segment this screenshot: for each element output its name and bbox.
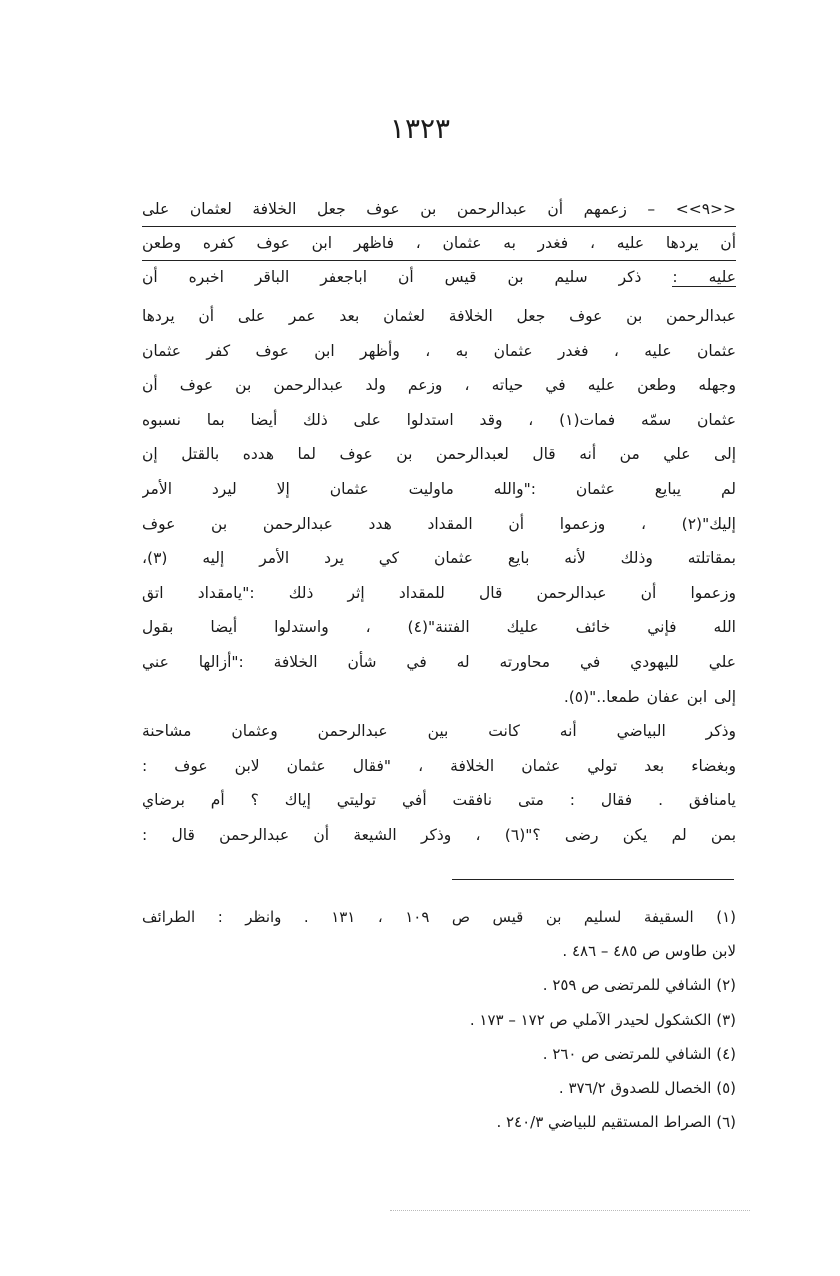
body-line: الله فإني خائف عليك الفتنة"(٤) ، واستدلوا أيضا بقول xyxy=(142,618,736,637)
body-line: وجهله وطعن عليه في حياته ، وزعم ولد عبدالرحمن بن عوف أن xyxy=(142,376,736,395)
heading-line: أن يردها عليه ، فغدر به عثمان ، فاظهر ابن عوف كفره وطعن xyxy=(142,227,736,261)
footnote-5: (٥) الخصال للصدوق ٣٧٦/٢ . xyxy=(558,1078,736,1097)
footnote-1-continued: لابن طاوس ص ٤٨٥ – ٤٨٦ . xyxy=(562,942,736,961)
heading-line: <<٩>> – زعمهم أن عبدالرحمن بن عوف جعل الخلافة لعثمان على xyxy=(142,193,736,227)
body-line: بمقاتلته وذلك لأنه بايع عثمان كي يرد الأمر إليه (٣)، xyxy=(142,549,736,568)
footnote-6: (٦) الصراط المستقيم للبياضي ٢٤٠/٣ . xyxy=(496,1113,736,1132)
heading-line-end: عليه : xyxy=(672,268,736,286)
body-line: وبغضاء بعد تولي عثمان الخلافة ، "فقال عثمان لابن عوف : xyxy=(142,756,736,775)
body-line: عبدالرحمن بن عوف جعل الخلافة لعثمان بعد عمر على أن يردها xyxy=(142,307,736,325)
page-number: ١٣٢٣ xyxy=(389,112,451,145)
heading-continuation: ذكر سليم بن قيس أن اباجعفر الباقر اخبره أن xyxy=(142,268,642,286)
body-line: إلى ابن عفان طمعا.."(٥). xyxy=(563,687,736,706)
body-line: عثمان سمّه فمات(١) ، وقد استدلوا على ذلك أيضا بما نسبوه xyxy=(142,410,736,429)
body-line: إلى علي من أنه قال لعبدالرحمن بن عوف لما هدده بالقتل إن xyxy=(142,445,736,464)
body-line: عثمان عليه ، فغدر عثمان به ، وأظهر ابن عوف كفر عثمان xyxy=(142,341,736,360)
section-heading xyxy=(142,193,736,294)
footnote-4: (٤) الشافي للمرتضى ص ٢٦٠ . xyxy=(542,1044,736,1063)
body-line: علي لليهودي في محاورته له في شأن الخلافة :"أزالها عني xyxy=(142,652,736,671)
footnote-2: (٢) الشافي للمرتضى ص ٢٥٩ . xyxy=(542,976,736,995)
footnote-1: (١) السقيفة لسليم بن قيس ص ١٠٩ ، ١٣١ . وانظر : الطرائف xyxy=(142,908,736,926)
footnotes xyxy=(142,900,736,1139)
body-line: يامنافق . فقال : متى نافقت أفي توليتي إياك ؟ أم برضاي xyxy=(142,791,736,810)
body-line: إليك"(٢) ، وزعموا أن المقداد هدد عبدالرحمن بن عوف xyxy=(142,514,736,533)
body-line: وزعموا أن عبدالرحمن قال للمقداد إثر ذلك :"يامقداد اتق xyxy=(142,583,736,602)
scan-artifact xyxy=(390,1210,750,1215)
body-line: وذكر البياضي أنه كانت بين عبدالرحمن وعثمان مشاحنة xyxy=(142,722,736,741)
body-text xyxy=(142,299,736,853)
heading-line xyxy=(142,261,736,294)
footnote-3: (٣) الكشكول لحيدر الآملي ص ١٧٢ – ١٧٣ . xyxy=(469,1010,736,1029)
body-line: لم يبايع عثمان :"والله ماوليت عثمان إلا ليرد الأمر xyxy=(142,479,736,498)
footnote-divider xyxy=(452,879,734,880)
body-line: بمن لم يكن رضى ؟"(٦) ، وذكر الشيعة أن عبدالرحمن قال : xyxy=(142,825,736,844)
